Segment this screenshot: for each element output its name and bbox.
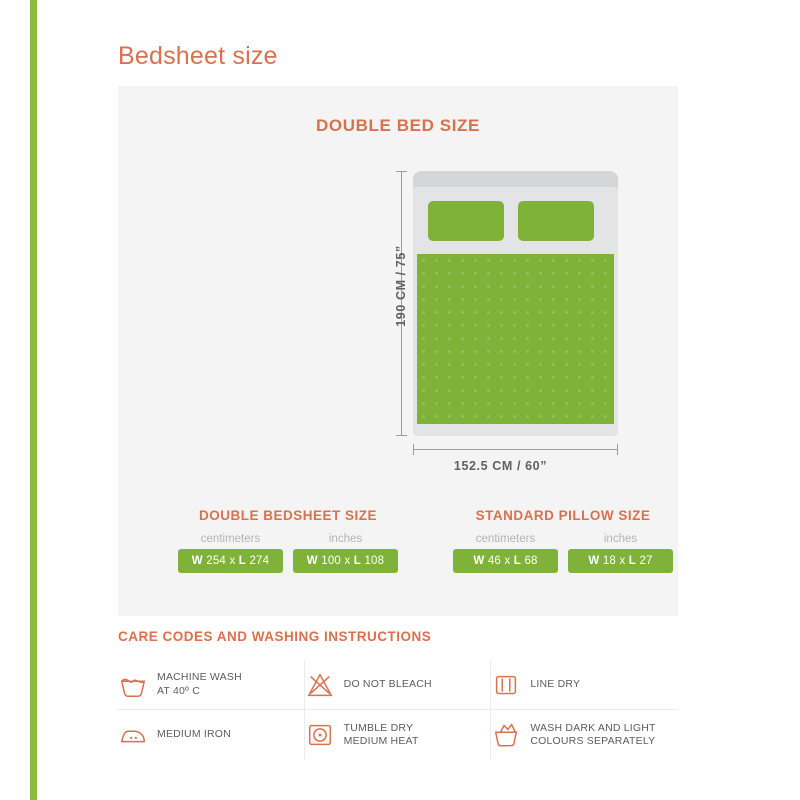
x-separator: x <box>344 555 351 567</box>
bedsheet <box>417 254 614 424</box>
double-bedsheet-unit-row <box>173 533 403 545</box>
unit-label-inches: inches <box>603 533 638 545</box>
standard-pillow-size-heading: STANDARD PILLOW SIZE <box>475 508 651 523</box>
standard-pillow-value-row <box>448 549 678 573</box>
care-item-medium-iron <box>118 710 305 760</box>
iron-medium-icon <box>118 720 148 750</box>
wash-separately-icon <box>491 720 521 750</box>
l-prefix: L <box>513 555 522 567</box>
l-value: 108 <box>364 555 385 567</box>
l-prefix: L <box>628 555 637 567</box>
care-codes-grid <box>118 660 678 760</box>
horizontal-dimension-line <box>413 449 618 450</box>
bed-height-label: 190 CM / 75” <box>394 245 408 327</box>
care-codes-title: CARE CODES AND WASHING INSTRUCTIONS <box>118 629 441 644</box>
l-prefix: L <box>353 555 362 567</box>
care-line-1: LINE DRY <box>530 677 581 690</box>
care-item-label <box>530 722 655 748</box>
w-value: 46 <box>487 555 502 567</box>
care-item-line-dry <box>491 660 678 710</box>
w-value: 18 <box>602 555 617 567</box>
dimension-cap-right <box>617 444 618 455</box>
unit-label-centimeters: centimeters <box>475 533 536 545</box>
care-title-wrap <box>118 628 678 646</box>
x-separator: x <box>229 555 236 567</box>
unit-label-inches: inches <box>328 533 363 545</box>
double-bedsheet-value-row <box>173 549 403 573</box>
left-accent-bar <box>30 0 37 800</box>
machine-wash-icon <box>118 670 148 700</box>
bed-size-panel <box>118 86 678 616</box>
x-separator: x <box>619 555 626 567</box>
double-bedsheet-size-heading: DOUBLE BEDSHEET SIZE <box>198 508 378 523</box>
care-line-2: COLOURS SEPARATELY <box>530 735 656 747</box>
care-line-1: DO NOT BLEACH <box>343 677 432 690</box>
care-item-label <box>157 671 242 697</box>
x-separator: x <box>504 555 511 567</box>
dimension-cap-left <box>413 444 414 455</box>
unit-label-centimeters: centimeters <box>200 533 261 545</box>
panel-title: DOUBLE BED SIZE <box>316 116 480 135</box>
care-item-do-not-bleach <box>305 660 492 710</box>
w-prefix: W <box>191 555 203 567</box>
care-line-1: MACHINE WASH <box>157 671 242 684</box>
page-title: Bedsheet size <box>118 42 278 70</box>
standard-pillow-unit-row <box>448 533 678 545</box>
dimension-cap-top <box>396 171 407 172</box>
w-value: 254 <box>206 555 227 567</box>
double-bedsheet-in-value <box>293 549 398 573</box>
standard-pillow-in-value <box>568 549 673 573</box>
care-item-wash-separately <box>491 710 678 760</box>
care-line-2: AT 40º C <box>157 684 200 697</box>
l-value: 27 <box>639 555 653 567</box>
do-not-bleach-icon <box>305 670 335 700</box>
care-line-1: WASH DARK AND LIGHT <box>530 721 656 734</box>
care-item-label <box>530 678 580 691</box>
w-prefix: W <box>473 555 485 567</box>
w-value: 100 <box>321 555 342 567</box>
w-prefix: W <box>588 555 600 567</box>
dimension-cap-bottom <box>396 435 407 436</box>
double-bedsheet-cm-value <box>178 549 283 573</box>
line-dry-icon <box>491 670 521 700</box>
w-prefix: W <box>306 555 318 567</box>
tumble-dry-icon <box>305 720 335 750</box>
l-value: 68 <box>524 555 538 567</box>
l-prefix: L <box>238 555 247 567</box>
bed-width-label: 152.5 CM / 60” <box>453 459 548 473</box>
care-codes-section <box>118 628 678 760</box>
care-item-label <box>344 722 419 748</box>
care-line-1: MEDIUM IRON <box>157 728 231 741</box>
bed-illustration <box>378 171 618 473</box>
care-item-tumble-dry <box>305 710 492 760</box>
care-item-label <box>157 728 231 741</box>
care-line-2: MEDIUM HEAT <box>343 735 419 747</box>
standard-pillow-cm-value <box>453 549 558 573</box>
pillow-left <box>428 201 504 241</box>
standard-pillow-size-block <box>448 508 678 573</box>
care-item-machine-wash <box>118 660 305 710</box>
care-line-1: TUMBLE DRY <box>343 721 414 734</box>
care-item-label <box>344 678 432 691</box>
l-value: 274 <box>249 555 270 567</box>
double-bedsheet-size-block <box>173 508 403 573</box>
pillow-right <box>518 201 594 241</box>
